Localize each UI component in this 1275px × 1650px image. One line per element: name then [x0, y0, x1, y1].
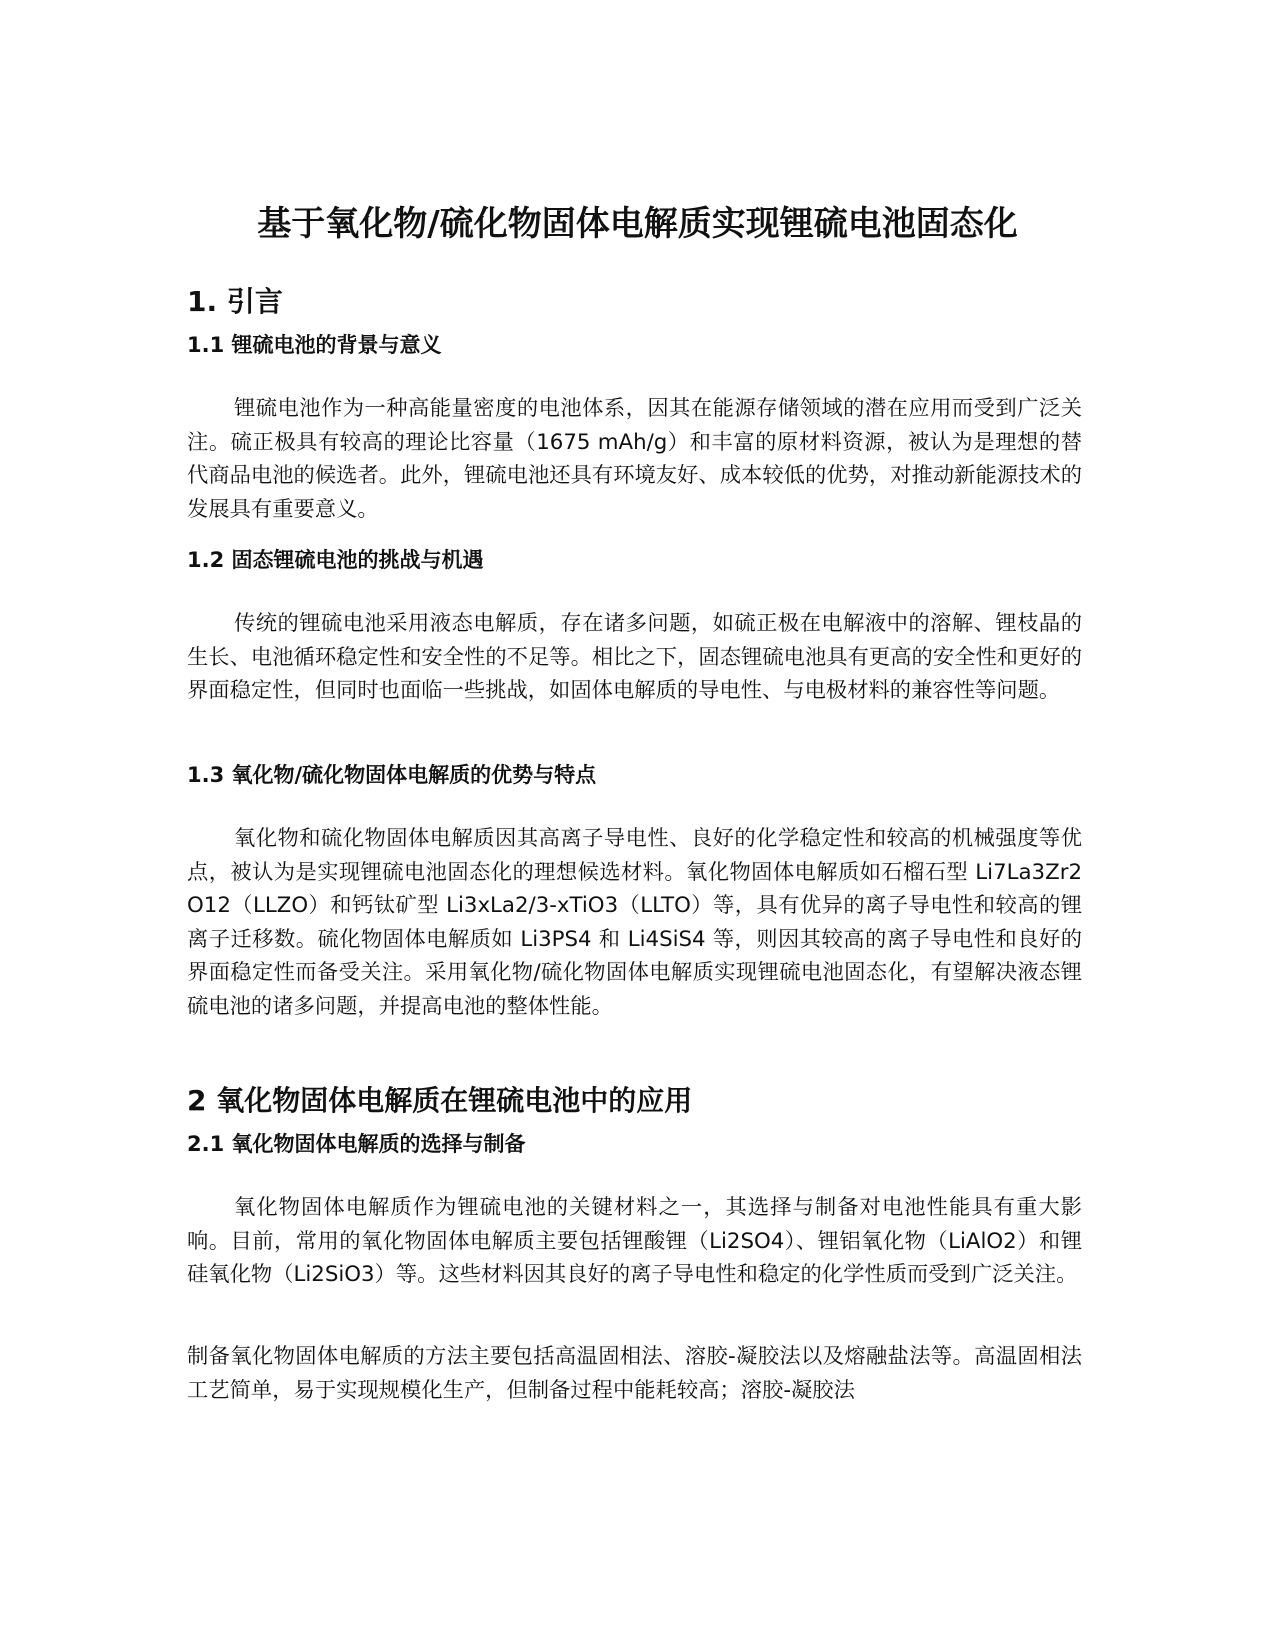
- section-1-3-paragraph: 氧化物和硫化物固体电解质因其高离子导电性、良好的化学稳定性和较高的机械强度等优点，被认为是实现锂硫电池固态化的理想候选材料。氧化物固体电解质如石榴石型 Li7La3Zr2O12（LLZO）和钙钛矿型 Li3xLa2/3-xTiO3（LLTO）等，具有优异的离子导电性和较高的锂离子迁移数。硫化物固体电解质如 Li3PS4 和 Li4SiS4 等，则因其较高的离子导电性和良好的界面稳定性而备受关注。采用氧化物/硫化物固体电解质实现锂硫电池固态化，有望解决液态锂硫电池的诸多问题，并提高电池的整体性能。: [187, 826, 1082, 1019]
- section-1-3-heading: 1.3 氧化物/硫化物固体电解质的优势与特点: [187, 763, 597, 787]
- section-2-1-paragraph-2: 制备氧化物固体电解质的方法主要包括高温固相法、溶胶-凝胶法以及熔融盐法等。高温固相法工艺简单，易于实现规模化生产，但制备过程中能耗较高；溶胶-凝胶法: [187, 1344, 1082, 1403]
- section-1-2-heading: 1.2 固态锂硫电池的挑战与机遇: [187, 548, 484, 572]
- section-1-1-paragraph: 锂硫电池作为一种高能量密度的电池体系，因其在能源存储领域的潜在应用而受到广泛关注。硫正极具有较高的理论比容量（1675 mAh/g）和丰富的原材料资源，被认为是理想的替代商品电池的候选者。此外，锂硫电池还具有环境友好、成本较低的优势，对推动新能源技术的发展具有重要意义。: [187, 396, 1082, 522]
- section-1-2-paragraph: 传统的锂硫电池采用液态电解质，存在诸多问题，如硫正极在电解液中的溶解、锂枝晶的生长、电池循环稳定性和安全性的不足等。相比之下，固态锂硫电池具有更高的安全性和更好的界面稳定性，但同时也面临一些挑战，如固体电解质的导电性、与电极材料的兼容性等问题。: [187, 611, 1082, 703]
- section-2-1-paragraph-1: 氧化物固体电解质作为锂硫电池的关键材料之一，其选择与制备对电池性能具有重大影响。目前，常用的氧化物固体电解质主要包括锂酸锂（Li2SO4）、锂铝氧化物（LiAlO2）和锂硅氧化物（Li2SiO3）等。这些材料因其良好的离子导电性和稳定的化学性质而受到广泛关注。: [187, 1195, 1082, 1287]
- section-1-1-heading: 1.1 锂硫电池的背景与意义: [187, 333, 442, 357]
- section-2-1-heading: 2.1 氧化物固体电解质的选择与制备: [187, 1132, 526, 1156]
- section-1-heading: 1. 引言: [187, 285, 283, 318]
- section-2-heading: 2 氧化物固体电解质在锂硫电池中的应用: [187, 1084, 693, 1117]
- document-title: 基于氧化物/硫化物固体电解质实现锂硫电池固态化: [257, 204, 1018, 244]
